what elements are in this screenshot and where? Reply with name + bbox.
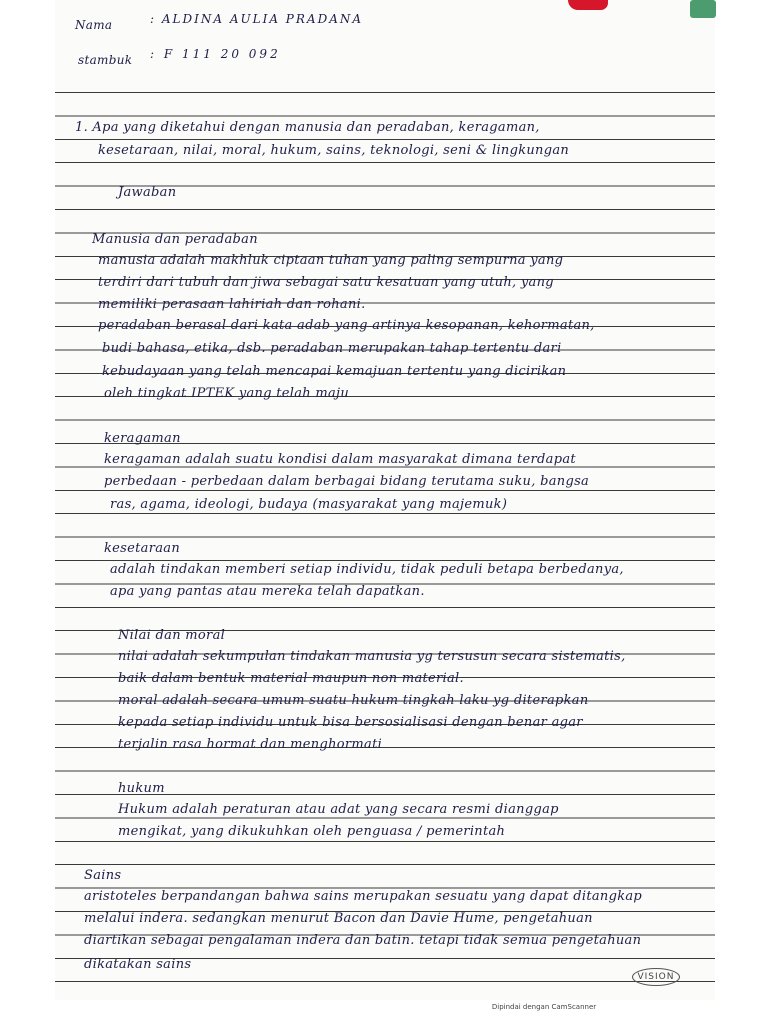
text-line: nilai adalah sekumpulan tindakan manusia yg tersusun secara sistematis, xyxy=(118,649,626,664)
text-line: terdiri dari tubuh dan jiwa sebagai satu kesatuan yang utuh, yang xyxy=(98,275,554,290)
text-line: oleh tingkat IPTEK yang telah maju xyxy=(104,386,350,401)
text-line: mengikat, yang dikukuhkan oleh penguasa / pemerintah xyxy=(118,824,506,839)
question-line-2: kesetaraan, nilai, moral, hukum, sains, teknologi, seni & lingkungan xyxy=(98,143,570,158)
stambuk-value: : F 111 20 092 xyxy=(150,47,281,61)
text-line: kepada setiap individu untuk bisa bersosialisasi dengan benar agar xyxy=(118,715,583,730)
name-label: Nama xyxy=(75,18,113,32)
text-line: adalah tindakan memberi setiap individu, tidak peduli betapa berbedanya, xyxy=(110,562,624,577)
section-heading-manusia: Manusia dan peradaban xyxy=(92,232,258,247)
text-line: budi bahasa, etika, dsb. peradaban merupakan tahap tertentu dari xyxy=(102,341,562,356)
text-line: terjalin rasa hormat dan menghormati xyxy=(118,737,383,752)
text-line: moral adalah secara umum suatu hukum tingkah laku yg diterapkan xyxy=(118,693,589,708)
vision-watermark: VISION xyxy=(632,968,680,986)
text-line: ras, agama, ideologi, budaya (masyarakat yang majemuk) xyxy=(110,497,508,512)
section-heading-hukum: hukum xyxy=(118,781,165,796)
text-line: apa yang pantas atau mereka telah dapatkan. xyxy=(110,584,425,599)
text-line: memiliki perasaan lahiriah dan rohani. xyxy=(98,297,366,312)
text-line: keragaman adalah suatu kondisi dalam masyarakat dimana terdapat xyxy=(104,452,576,467)
text-line: Hukum adalah peraturan atau adat yang secara resmi dianggap xyxy=(118,802,559,817)
section-heading-keragaman: keragaman xyxy=(104,431,181,446)
text-line: manusia adalah makhluk ciptaan tuhan yang paling sempurna yang xyxy=(98,253,564,268)
section-heading-sains: Sains xyxy=(84,868,122,883)
text-line: aristoteles berpandangan bahwa sains merupakan sesuatu yang dapat ditangkap xyxy=(84,889,643,904)
green-logo-scrap xyxy=(690,0,716,18)
red-marker-scrap xyxy=(568,0,608,10)
text-line: peradaban berasal dari kata adab yang artinya kesopanan, kehormatan, xyxy=(98,318,595,333)
text-line: dikatakan sains xyxy=(84,957,192,972)
text-line: diartikan sebagai pengalaman indera dan batin. tetapi tidak semua pengetahuan xyxy=(84,933,642,948)
name-value: : ALDINA AULIA PRADANA xyxy=(150,12,364,26)
section-heading-nilai-moral: Nilai dan moral xyxy=(118,628,226,643)
text-line: perbedaan - perbedaan dalam berbagai bidang terutama suku, bangsa xyxy=(104,474,590,489)
camscanner-footer: Dipindai dengan CamScanner xyxy=(491,1003,597,1011)
stambuk-label: stambuk xyxy=(78,53,133,67)
question-line-1: 1. Apa yang diketahui dengan manusia dan peradaban, keragaman, xyxy=(75,120,540,135)
text-line: baik dalam bentuk material maupun non material. xyxy=(118,671,464,686)
text-line: melalui indera. sedangkan menurut Bacon dan Davie Hume, pengetahuan xyxy=(84,911,593,926)
section-heading-kesetaraan: kesetaraan xyxy=(104,541,180,556)
text-line: kebudayaan yang telah mencapai kemajuan tertentu yang dicirikan xyxy=(102,364,567,379)
answer-label: Jawaban xyxy=(118,185,177,200)
